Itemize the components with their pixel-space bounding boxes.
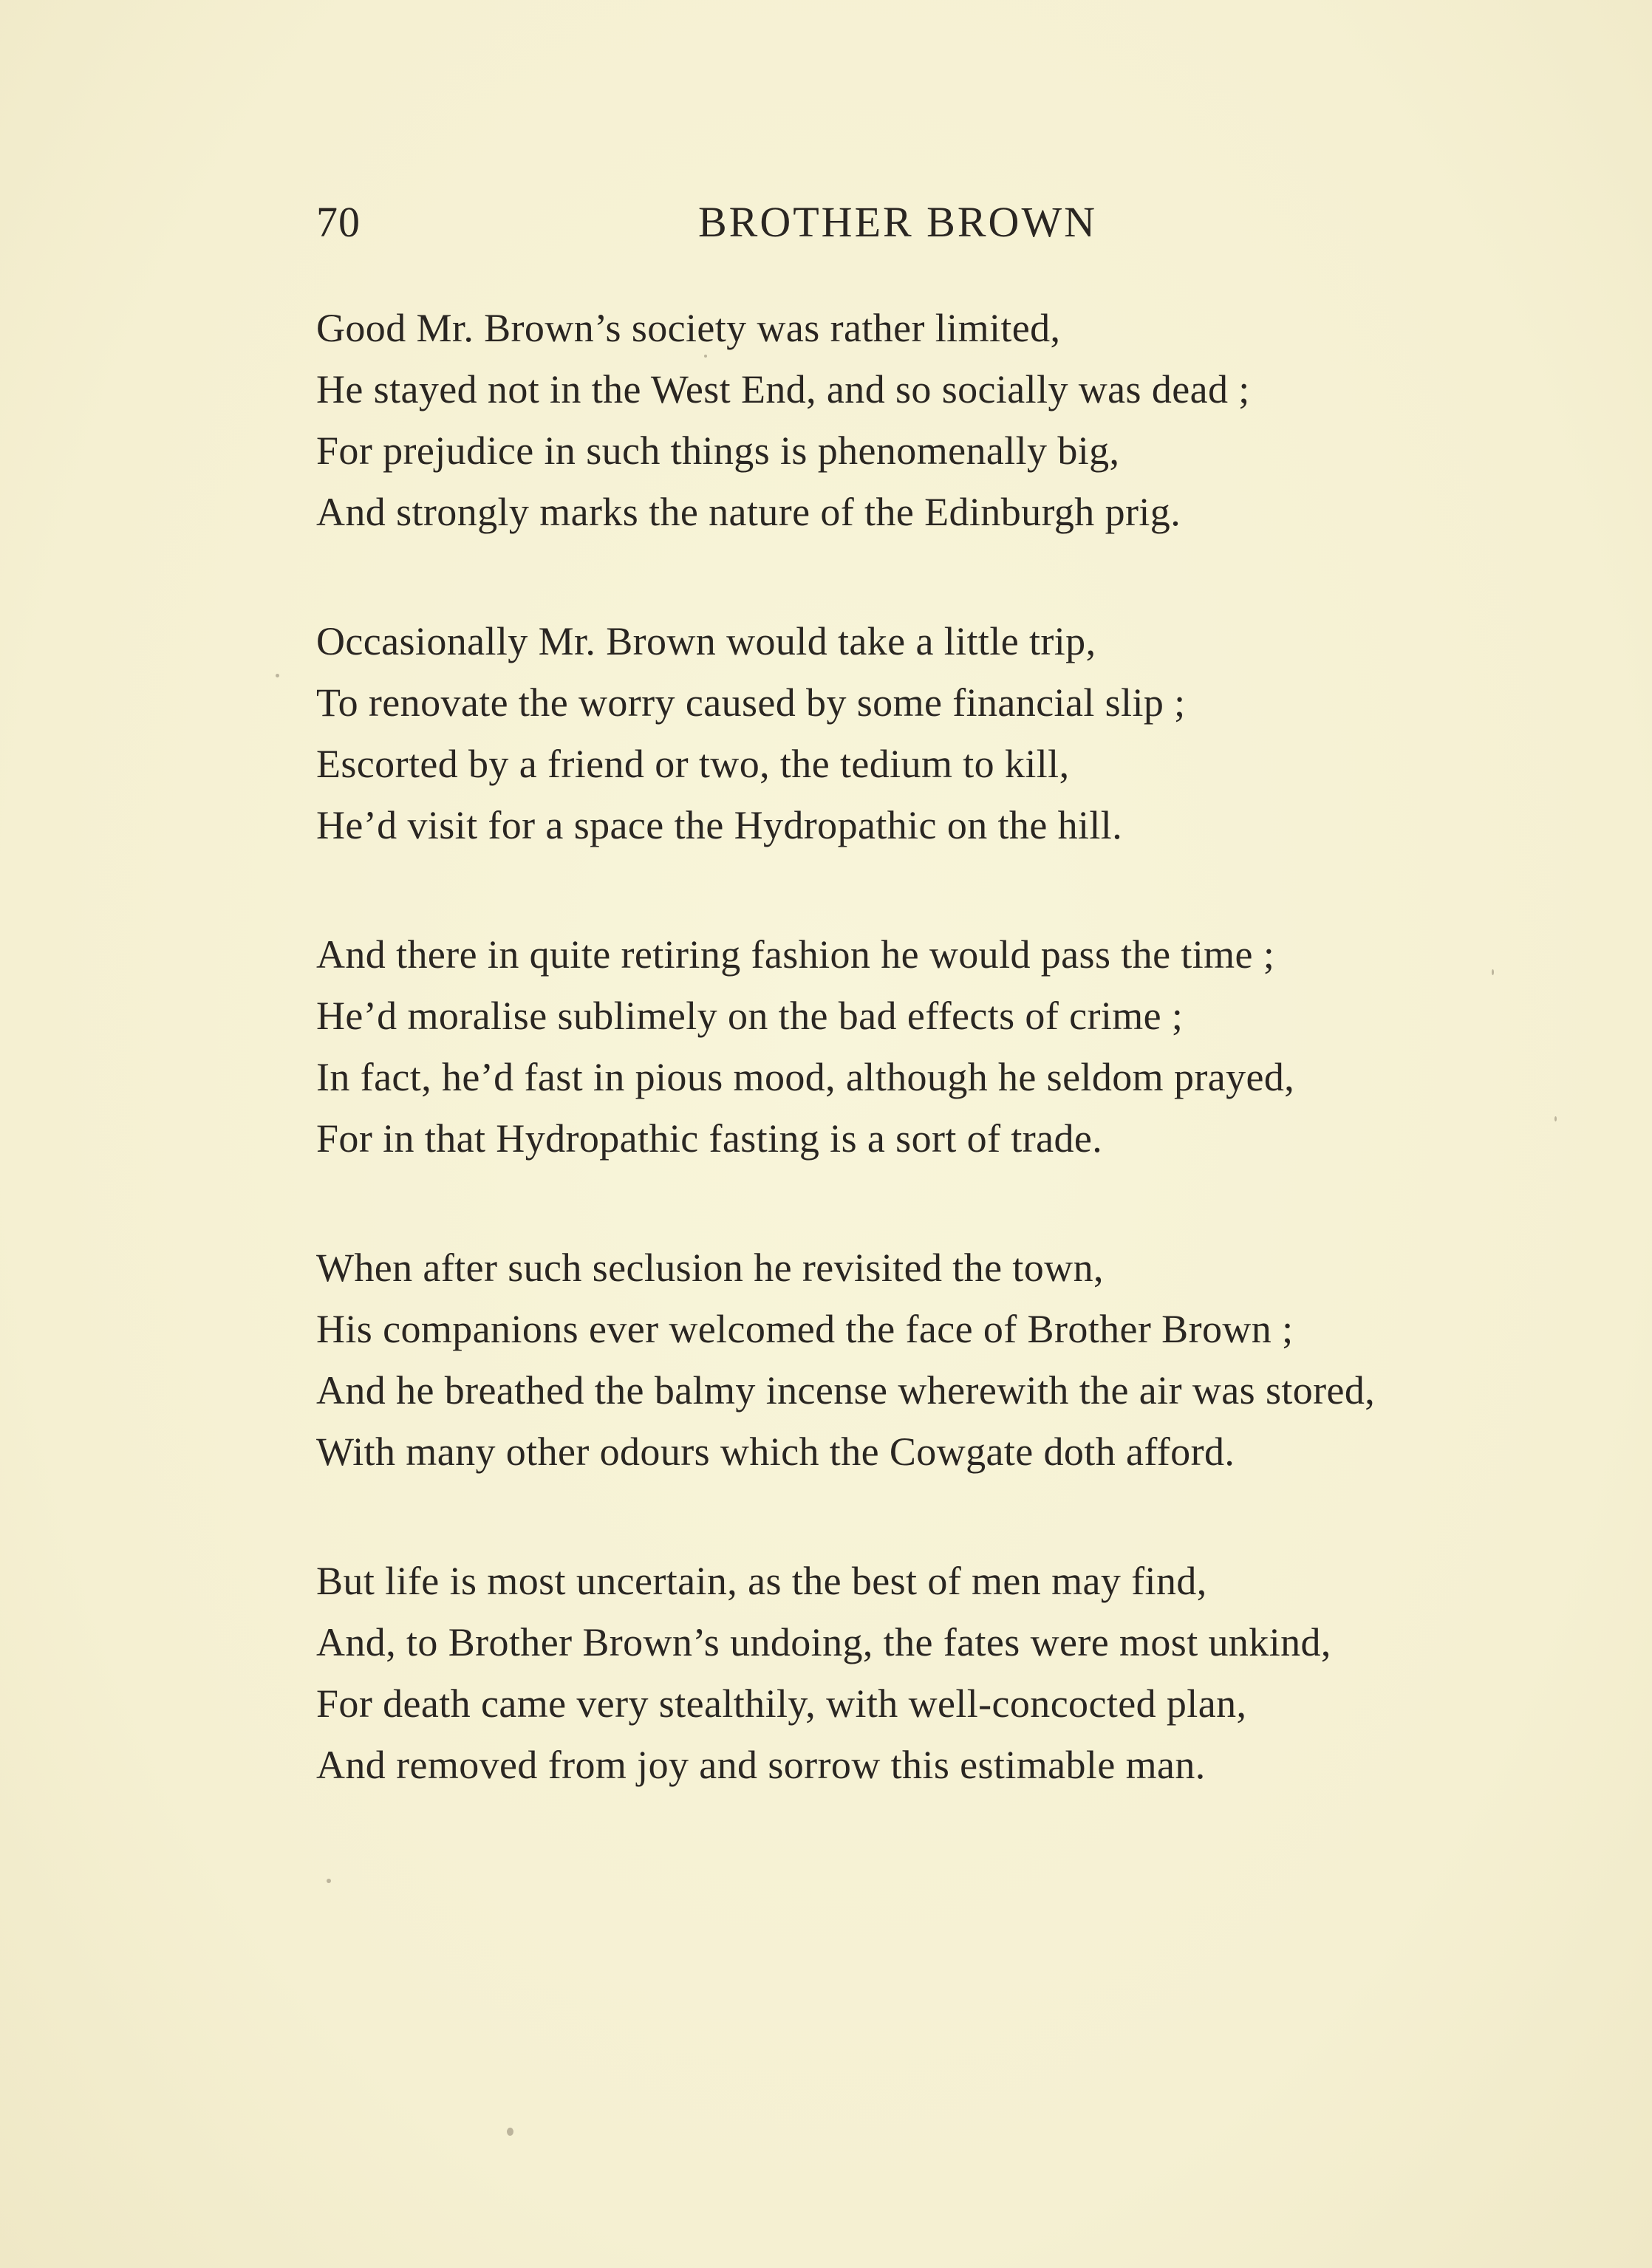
poem-line: In fact, he’d fast in pious mood, although he seldom prayed,: [316, 1055, 1295, 1099]
stanza-1: [316, 298, 1543, 543]
poem-line: His companions ever welcomed the face of Brother Brown ;: [316, 1307, 1294, 1351]
poem-body: [316, 298, 1543, 1864]
stanza-4: [316, 1237, 1543, 1483]
poem-line: Occasionally Mr. Brown would take a little trip,: [316, 619, 1096, 663]
paper-speck: [704, 355, 707, 358]
poem-line: Good Mr. Brown’s society was rather limited,: [316, 306, 1061, 350]
poem-line: When after such seclusion he revisited the town,: [316, 1246, 1104, 1290]
poem-line: To renovate the worry caused by some financial slip ;: [316, 680, 1186, 725]
paper-speck: [507, 2128, 513, 2136]
poem-line: And, to Brother Brown’s undoing, the fates were most unkind,: [316, 1620, 1331, 1664]
poem-line: For death came very stealthily, with well-concocted plan,: [316, 1681, 1247, 1726]
running-head: BROTHER BROWN: [698, 198, 1098, 246]
poem-line: But life is most uncertain, as the best of men may find,: [316, 1559, 1207, 1603]
poem-line: And removed from joy and sorrow this estimable man.: [316, 1743, 1206, 1787]
stanza-5: [316, 1551, 1543, 1796]
page-number: 70: [316, 198, 361, 246]
stanza-3: [316, 924, 1543, 1169]
poem-line: He’d visit for a space the Hydropathic on the hill.: [316, 803, 1123, 847]
poem-line: Escorted by a friend or two, the tedium to kill,: [316, 742, 1070, 786]
poem-line: And he breathed the balmy incense wherewith the air was stored,: [316, 1368, 1376, 1413]
stanza-2: [316, 611, 1543, 856]
paper-speck: [276, 674, 279, 677]
paper-speck: [1554, 1116, 1557, 1121]
poem-line: For in that Hydropathic fasting is a sort of trade.: [316, 1116, 1103, 1161]
poem-line: He’d moralise sublimely on the bad effects of crime ;: [316, 994, 1184, 1038]
poem-line: For prejudice in such things is phenomenally big,: [316, 428, 1120, 473]
poem-line: He stayed not in the West End, and so socially was dead ;: [316, 367, 1250, 411]
poem-line: And strongly marks the nature of the Edinburgh prig.: [316, 490, 1181, 534]
paper-speck: [1492, 969, 1494, 975]
poem-line: With many other odours which the Cowgate doth afford.: [316, 1430, 1235, 1474]
paper-speck: [327, 1879, 331, 1883]
poem-line: And there in quite retiring fashion he would pass the time ;: [316, 932, 1275, 977]
